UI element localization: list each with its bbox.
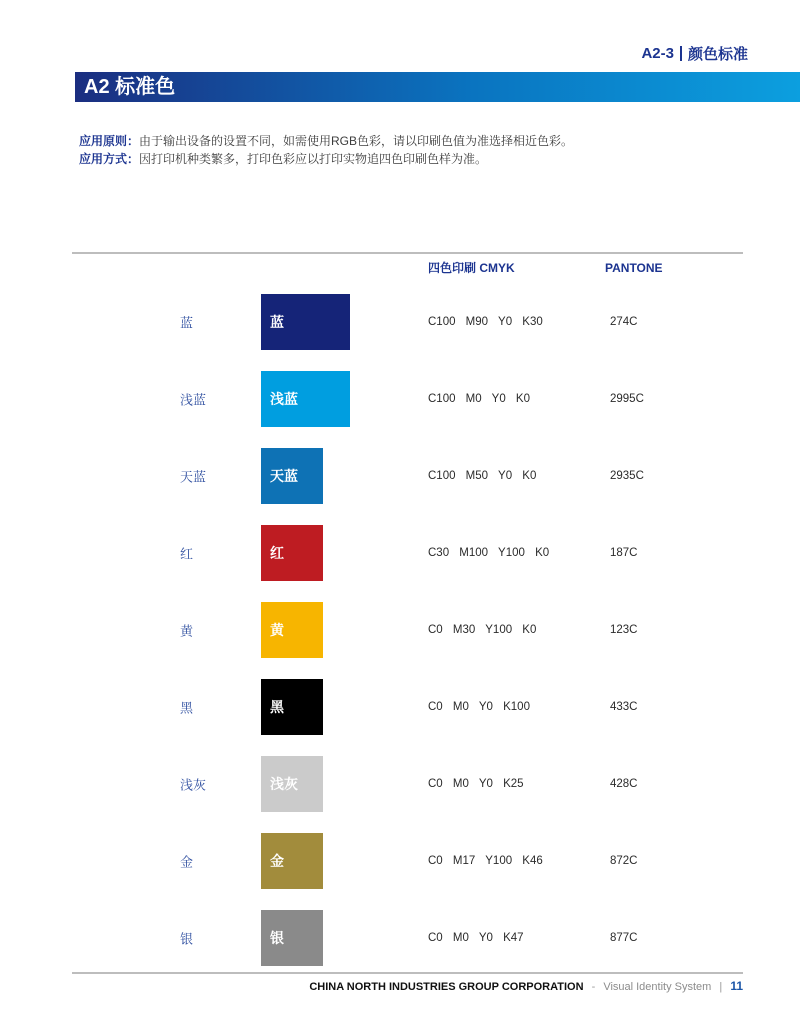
section-title: 颜色标准: [687, 46, 748, 63]
color-swatch: [261, 602, 323, 658]
swatch-label: 天蓝: [270, 467, 298, 484]
swatch-label: 红: [270, 544, 284, 561]
table-row: [72, 822, 743, 899]
section-corner-label: [641, 43, 748, 64]
column-header-cmyk: 四色印刷 CMYK: [428, 261, 515, 275]
cmyk-value: C0 M17 Y100 K46: [428, 854, 543, 867]
row-color-name: 浅蓝: [180, 392, 207, 407]
footer-rule: [72, 972, 743, 974]
pantone-value: 428C: [610, 777, 638, 790]
color-swatch: [261, 448, 323, 504]
footer-system-name: Visual Identity System: [603, 981, 712, 993]
swatch-label: 黄: [270, 621, 284, 638]
swatch-label: 银: [270, 929, 284, 946]
table-row: [72, 745, 743, 822]
vertical-divider: [680, 46, 682, 61]
row-color-name: 天蓝: [180, 469, 207, 484]
intro-line-text: 由于输出设备的设置不同，如需使用RGB色彩，请以印刷色值为准选择相近色彩。: [139, 134, 574, 148]
table-row: [72, 283, 743, 360]
row-color-name: 浅灰: [180, 777, 207, 792]
row-color-name: 银: [180, 931, 194, 946]
intro-line-text: 因打印机种类繁多，打印色彩应以打印实物追四色印刷色样为准。: [139, 152, 488, 166]
color-swatch: [261, 294, 350, 350]
footer-company-name: CHINA NORTH INDUSTRIES GROUP CORPORATION: [309, 981, 584, 993]
intro-line-label: 应用方式：: [79, 152, 140, 166]
table-row: [72, 591, 743, 668]
cmyk-value: C100 M0 Y0 K0: [428, 392, 530, 405]
footer-separator: |: [719, 981, 723, 993]
color-swatch: [261, 525, 323, 581]
table-header-row: [72, 254, 743, 283]
row-color-name: 黄: [180, 623, 194, 638]
intro-line: [79, 150, 573, 168]
row-color-name: 红: [180, 546, 194, 561]
pantone-value: 2995C: [610, 392, 644, 405]
table-row: [72, 668, 743, 745]
color-swatch: [261, 679, 323, 735]
color-swatch: [261, 756, 323, 812]
color-swatch: [261, 371, 350, 427]
pantone-value: 872C: [610, 854, 638, 867]
page-title-bar: [75, 72, 800, 102]
page-footer: [72, 979, 743, 993]
column-header-pantone: PANTONE: [605, 261, 663, 275]
pantone-value: 274C: [610, 315, 638, 328]
pantone-value: 433C: [610, 700, 638, 713]
table-row: [72, 514, 743, 591]
cmyk-value: C0 M0 Y0 K100: [428, 700, 530, 713]
table-row: [72, 437, 743, 514]
cmyk-value: C30 M100 Y100 K0: [428, 546, 550, 559]
cmyk-value: C100 M50 Y0 K0: [428, 469, 537, 482]
row-color-name: 金: [180, 854, 194, 869]
cmyk-value: C0 M30 Y100 K0: [428, 623, 537, 636]
footer-dash: -: [591, 981, 596, 993]
section-code: A2-3: [641, 45, 674, 62]
table-row: [72, 360, 743, 437]
page-number: 11: [730, 979, 743, 993]
swatch-label: 黑: [270, 698, 284, 715]
color-swatch: [261, 910, 323, 966]
cmyk-value: C0 M0 Y0 K25: [428, 777, 524, 790]
intro-line-label: 应用原则：: [79, 134, 140, 148]
swatch-label: 浅蓝: [270, 390, 298, 407]
table-row: [72, 899, 743, 976]
swatch-label: 蓝: [270, 313, 284, 330]
cmyk-value: C100 M90 Y0 K30: [428, 315, 543, 328]
pantone-value: 877C: [610, 931, 638, 944]
intro-line: [79, 132, 573, 150]
application-notes: [79, 132, 573, 168]
pantone-value: 187C: [610, 546, 638, 559]
standard-color-table: [72, 252, 743, 976]
swatch-label: 浅灰: [270, 775, 298, 792]
row-color-name: 蓝: [180, 315, 194, 330]
pantone-value: 123C: [610, 623, 638, 636]
color-swatch: [261, 833, 323, 889]
pantone-value: 2935C: [610, 469, 644, 482]
color-table-rows: [72, 283, 743, 976]
page-title: A2 标准色: [84, 76, 176, 98]
swatch-label: 金: [270, 852, 284, 869]
cmyk-value: C0 M0 Y0 K47: [428, 931, 524, 944]
row-color-name: 黑: [180, 700, 194, 715]
